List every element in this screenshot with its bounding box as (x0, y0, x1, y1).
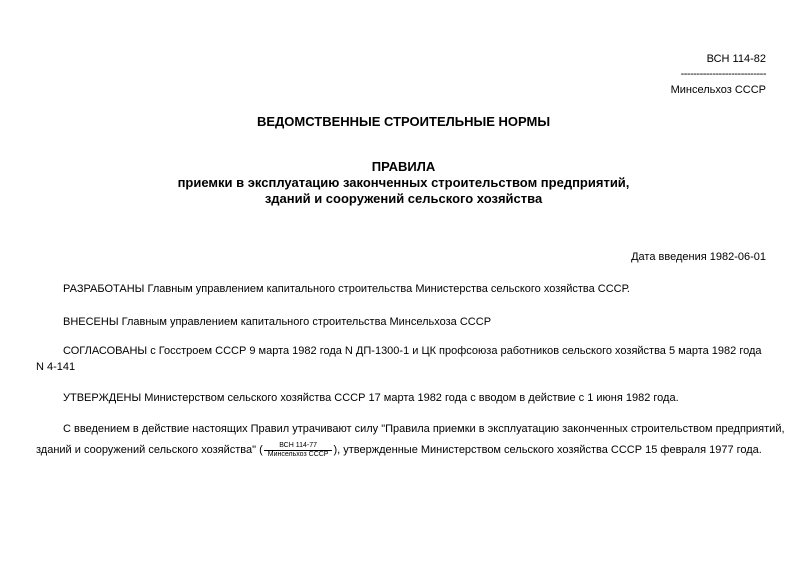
repeal-text-start: зданий и сооружений сельского хозяйства" ( (36, 444, 263, 456)
document-main-title: ВЕДОМСТВЕННЫЕ СТРОИТЕЛЬНЫЕ НОРМЫ (256, 114, 551, 129)
rules-subtitle-line2: зданий и сооружений сельского хозяйства (264, 191, 543, 206)
paragraph-introduced: ВНЕСЕНЫ Главным управлением капитального строительства Минсельхоза СССР (63, 316, 492, 328)
document-code: ВСН 114-82 (706, 53, 766, 65)
repeal-text-end: ), утвержденные Министерством сельского хозяйства СССР 15 февраля 1977 года. (333, 444, 762, 456)
header-divider: --------------------------- (680, 68, 766, 80)
agency-name: Минсельхоз СССР (670, 84, 766, 96)
fraction-numerator: ВСН 114-77 (264, 442, 333, 451)
paragraph-agreed-line2: N 4-141 (36, 361, 76, 373)
paragraph-approved: УТВЕРЖДЕНЫ Министерством сельского хозяйства СССР 17 марта 1982 года с вводом в действие с 1 июня 1982 года. (63, 392, 679, 404)
fraction-denominator: Минсельхоз СССР (267, 450, 329, 458)
rules-title: ПРАВИЛА (371, 159, 436, 174)
repeal-document-fraction (264, 442, 333, 459)
paragraph-agreed-line1: СОГЛАСОВАНЫ с Госстроем СССР 9 марта 1982 года N ДП-1300-1 и ЦК профсоюза работников сельского хозяйства 5 марта 1982 года (63, 345, 762, 357)
rules-subtitle-line1: приемки в эксплуатацию законченных строительством предприятий, (177, 175, 630, 190)
paragraph-developed: РАЗРАБОТАНЫ Главным управлением капитального строительства Министерства сельского хозяйства СССР. (63, 283, 630, 295)
date-of-introduction: Дата введения 1982-06-01 (631, 251, 766, 263)
paragraph-repeal-line1: С введением в действие настоящих Правил утрачивают силу "Правила приемки в эксплуатацию законченных строительством предприятий, (63, 423, 785, 435)
paragraph-repeal-line2 (36, 435, 762, 465)
